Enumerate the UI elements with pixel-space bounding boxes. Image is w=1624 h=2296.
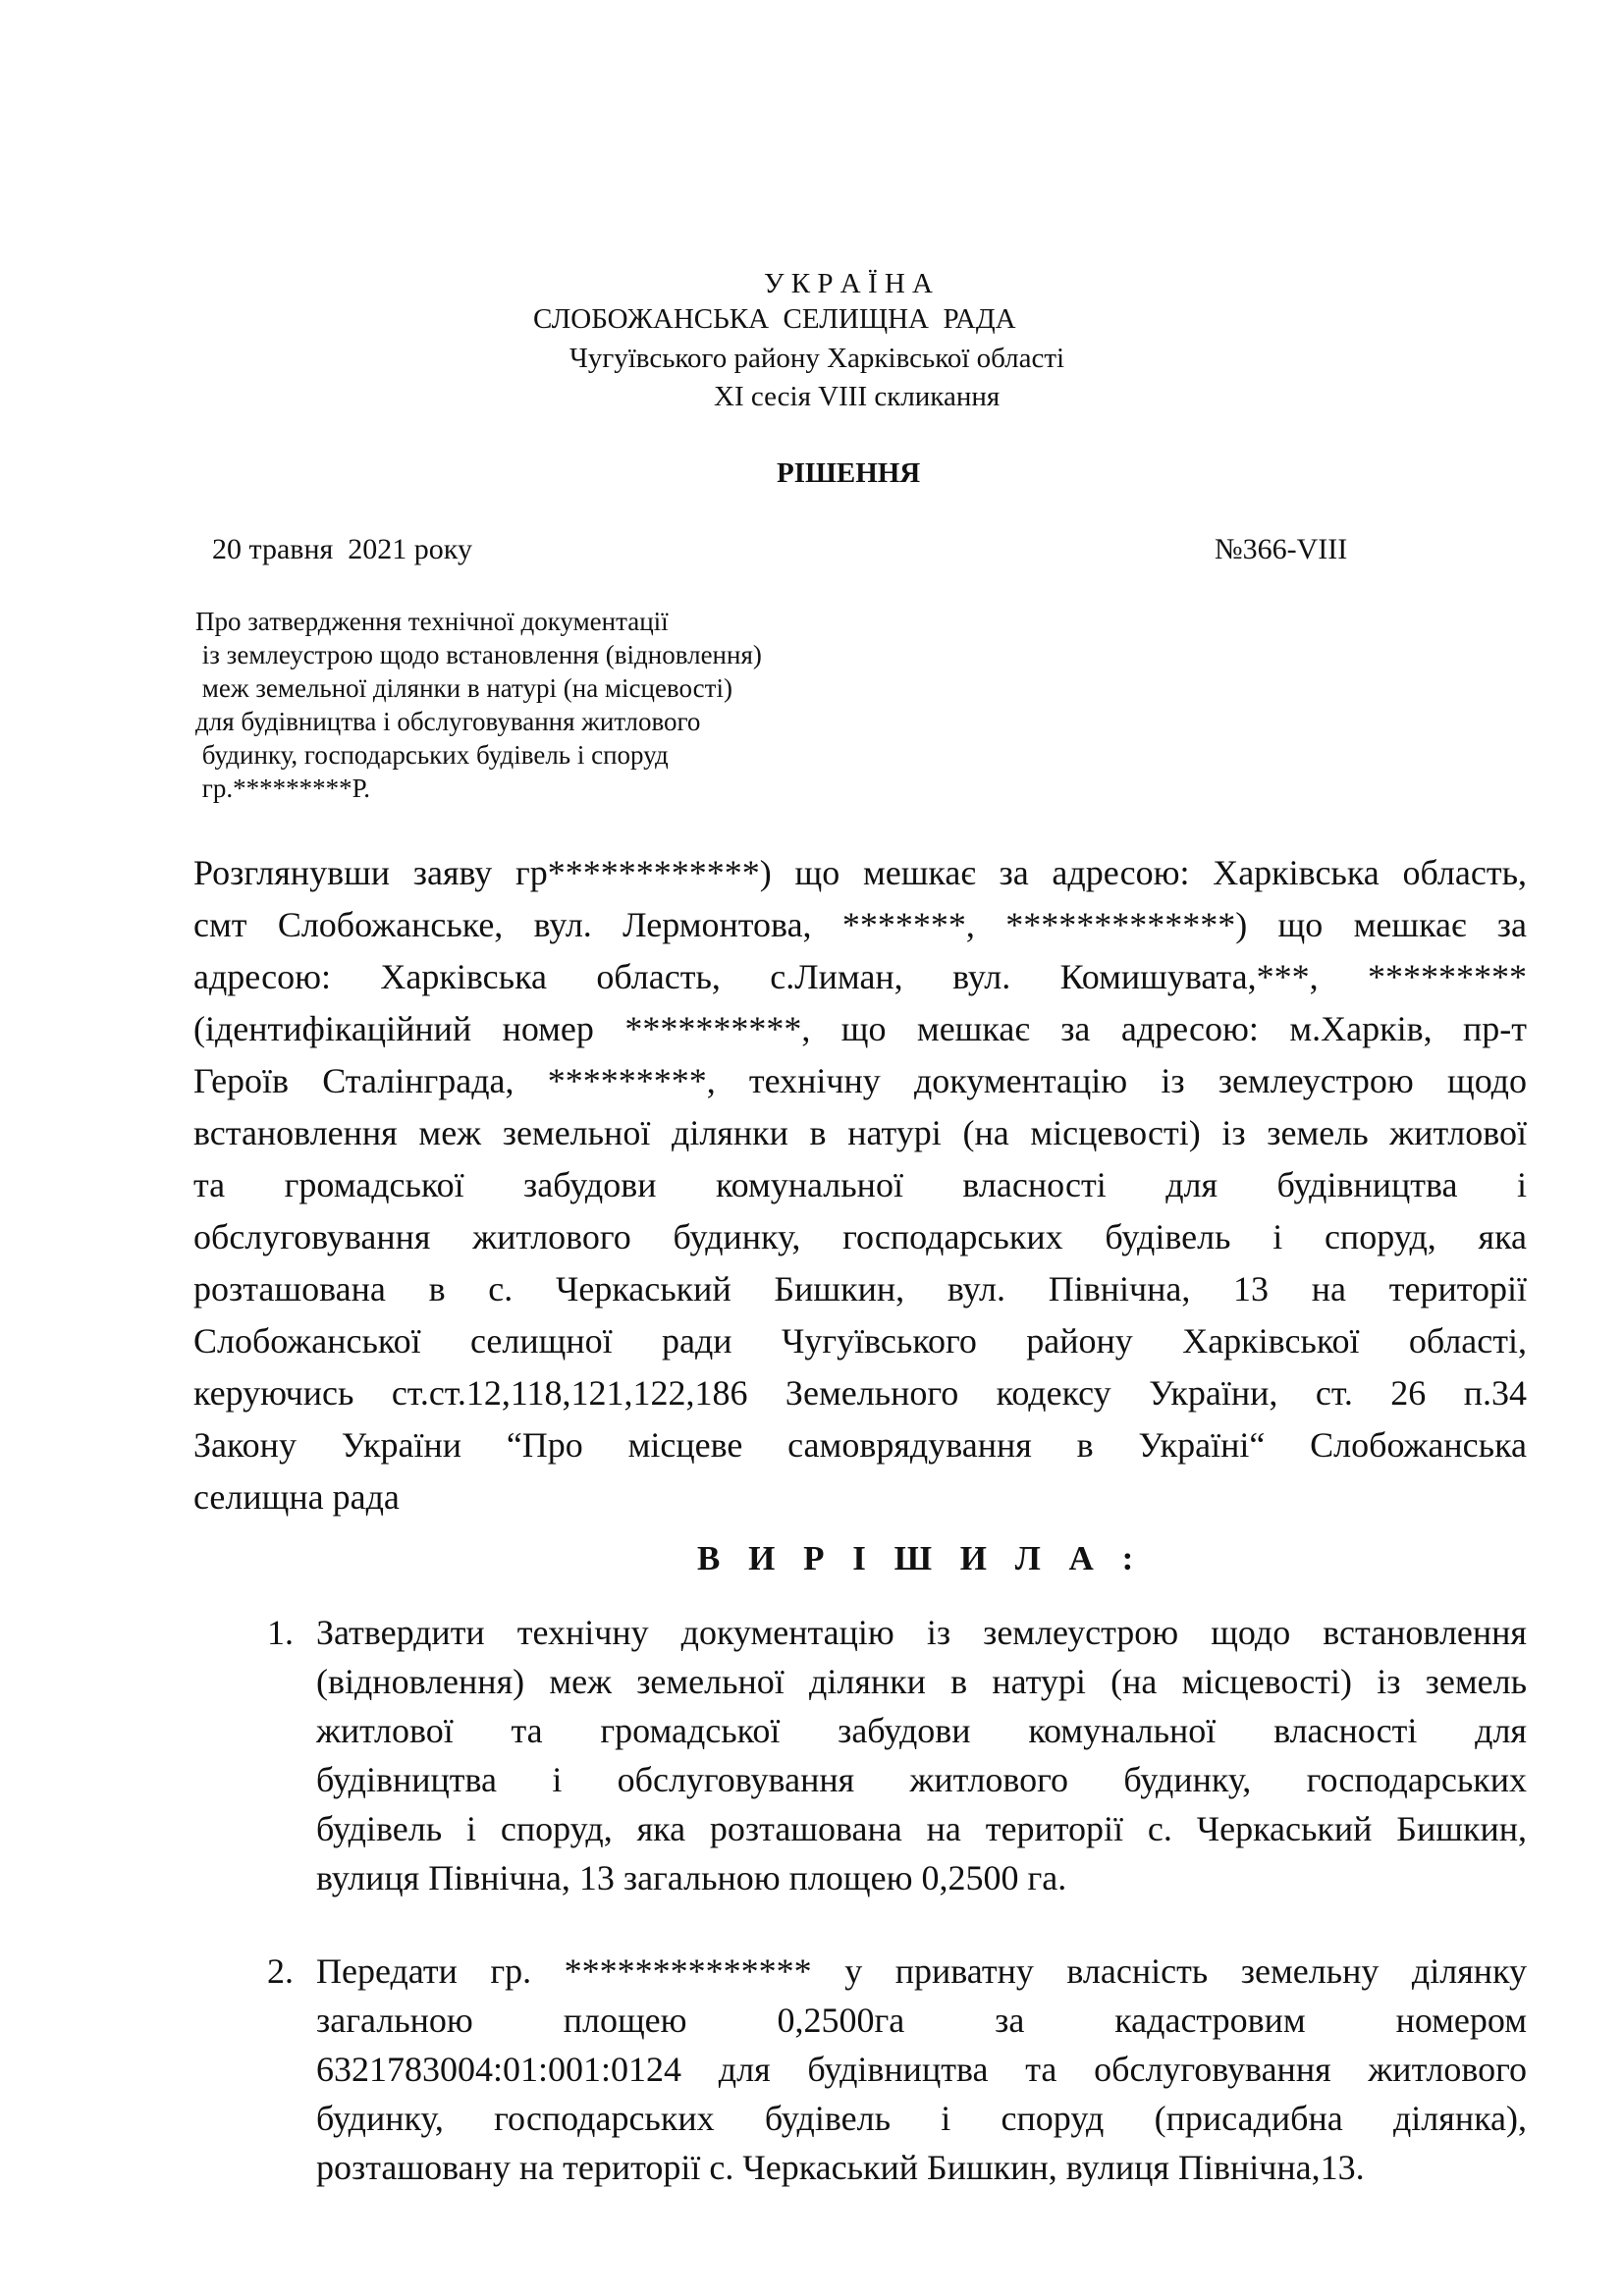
item-body bbox=[316, 1608, 1527, 1902]
item-line: будівництва і обслуговування житлового будинку, господарських bbox=[316, 1760, 1527, 1799]
preamble-line: встановлення меж земельної ділянки в натурі (на місцевості) із земель житлової bbox=[193, 1113, 1527, 1152]
subject-line: із землеустрою щодо встановлення (відновлення) bbox=[195, 640, 762, 669]
preamble-line: смт Слобожанське, вул. Лермонтова, *******, *************) що мешкає за bbox=[193, 905, 1527, 944]
item-number: 2. bbox=[267, 1951, 294, 1991]
header-session: ХІ сесія VІІІ скликання bbox=[714, 381, 1001, 412]
item-line: розташовану на території с. Черкаський Бишкин, вулиця Північна,13. bbox=[316, 2148, 1365, 2187]
header-council: СЛОБОЖАНСЬКА СЕЛИЩНА РАДА bbox=[533, 303, 1016, 335]
preamble-paragraph bbox=[193, 847, 1527, 1523]
item-line: житлової та громадської забудови комунальної власності для bbox=[316, 1711, 1527, 1750]
item-line: загальною площею 0,2500га за кадастровим номером bbox=[316, 2001, 1527, 2040]
item-line: будівель і споруд, яка розташована на території с. Черкаський Бишкин, bbox=[316, 1809, 1527, 1848]
preamble-line: керуючись ст.ст.12,118,121,122,186 Земельного кодексу України, ст. 26 п.34 bbox=[193, 1373, 1527, 1413]
decision-number: №366-VІІІ bbox=[1215, 533, 1348, 565]
subject-line: меж земельної ділянки в натурі (на місцевості) bbox=[195, 673, 732, 703]
decided-heading: В И Р І Ш И Л А : bbox=[697, 1539, 1144, 1577]
item-line: Затвердити технічну документацію із землеустрою щодо встановлення bbox=[316, 1613, 1527, 1652]
preamble-line: та громадської забудови комунальної власності для будівництва і bbox=[193, 1165, 1527, 1204]
preamble-line: Розглянувши заяву гр************) що мешкає за адресою: Харківська область, bbox=[193, 853, 1527, 892]
document-title: РІШЕННЯ bbox=[777, 457, 921, 489]
subject-line: будинку, господарських будівель і споруд bbox=[195, 740, 669, 770]
subject-line: Про затвердження технічної документації bbox=[195, 607, 669, 636]
item-line: 6321783004:01:001:0124 для будівництва та обслуговування житлового bbox=[316, 2050, 1527, 2089]
preamble-line: розташована в с. Черкаський Бишкин, вул. Північна, 13 на території bbox=[193, 1269, 1527, 1308]
subject-line: гр.*********Р. bbox=[195, 774, 370, 803]
item-line: вулиця Північна, 13 загальною площею 0,2500 га. bbox=[316, 1858, 1067, 1897]
preamble-line: адресою: Харківська область, с.Лиман, вул. Комишувата,***, ********* bbox=[193, 957, 1527, 996]
header-country: У К Р А Ї Н А bbox=[764, 268, 933, 299]
preamble-line: (ідентифікаційний номер **********, що мешкає за адресою: м.Харків, пр-т bbox=[193, 1009, 1527, 1048]
preamble-line: Закону України “Про місцеве самоврядування в Україні“ Слобожанська bbox=[193, 1425, 1527, 1465]
item-body bbox=[316, 1947, 1527, 2192]
decision-date: 20 травня 2021 року bbox=[212, 533, 472, 565]
item-line: (відновлення) меж земельної ділянки в натурі (на місцевості) із земель bbox=[316, 1662, 1527, 1701]
preamble-line: селищна рада bbox=[193, 1477, 400, 1517]
item-line: будинку, господарських будівель і споруд (присадибна ділянка), bbox=[316, 2099, 1527, 2138]
preamble-line: Слобожанської селищної ради Чугуївського району Харківської області, bbox=[193, 1321, 1527, 1361]
item-number: 1. bbox=[267, 1613, 294, 1652]
preamble-line: Героїв Сталінграда, *********, технічну документацію із землеустрою щодо bbox=[193, 1061, 1527, 1100]
item-line: Передати гр. ************** у приватну власність земельну ділянку bbox=[316, 1951, 1527, 1991]
header-district: Чугуївського району Харківської області bbox=[569, 343, 1065, 374]
preamble-line: обслуговування житлового будинку, господарських будівель і споруд, яка bbox=[193, 1217, 1527, 1256]
subject-line: для будівництва і обслуговування житлового bbox=[195, 707, 701, 736]
